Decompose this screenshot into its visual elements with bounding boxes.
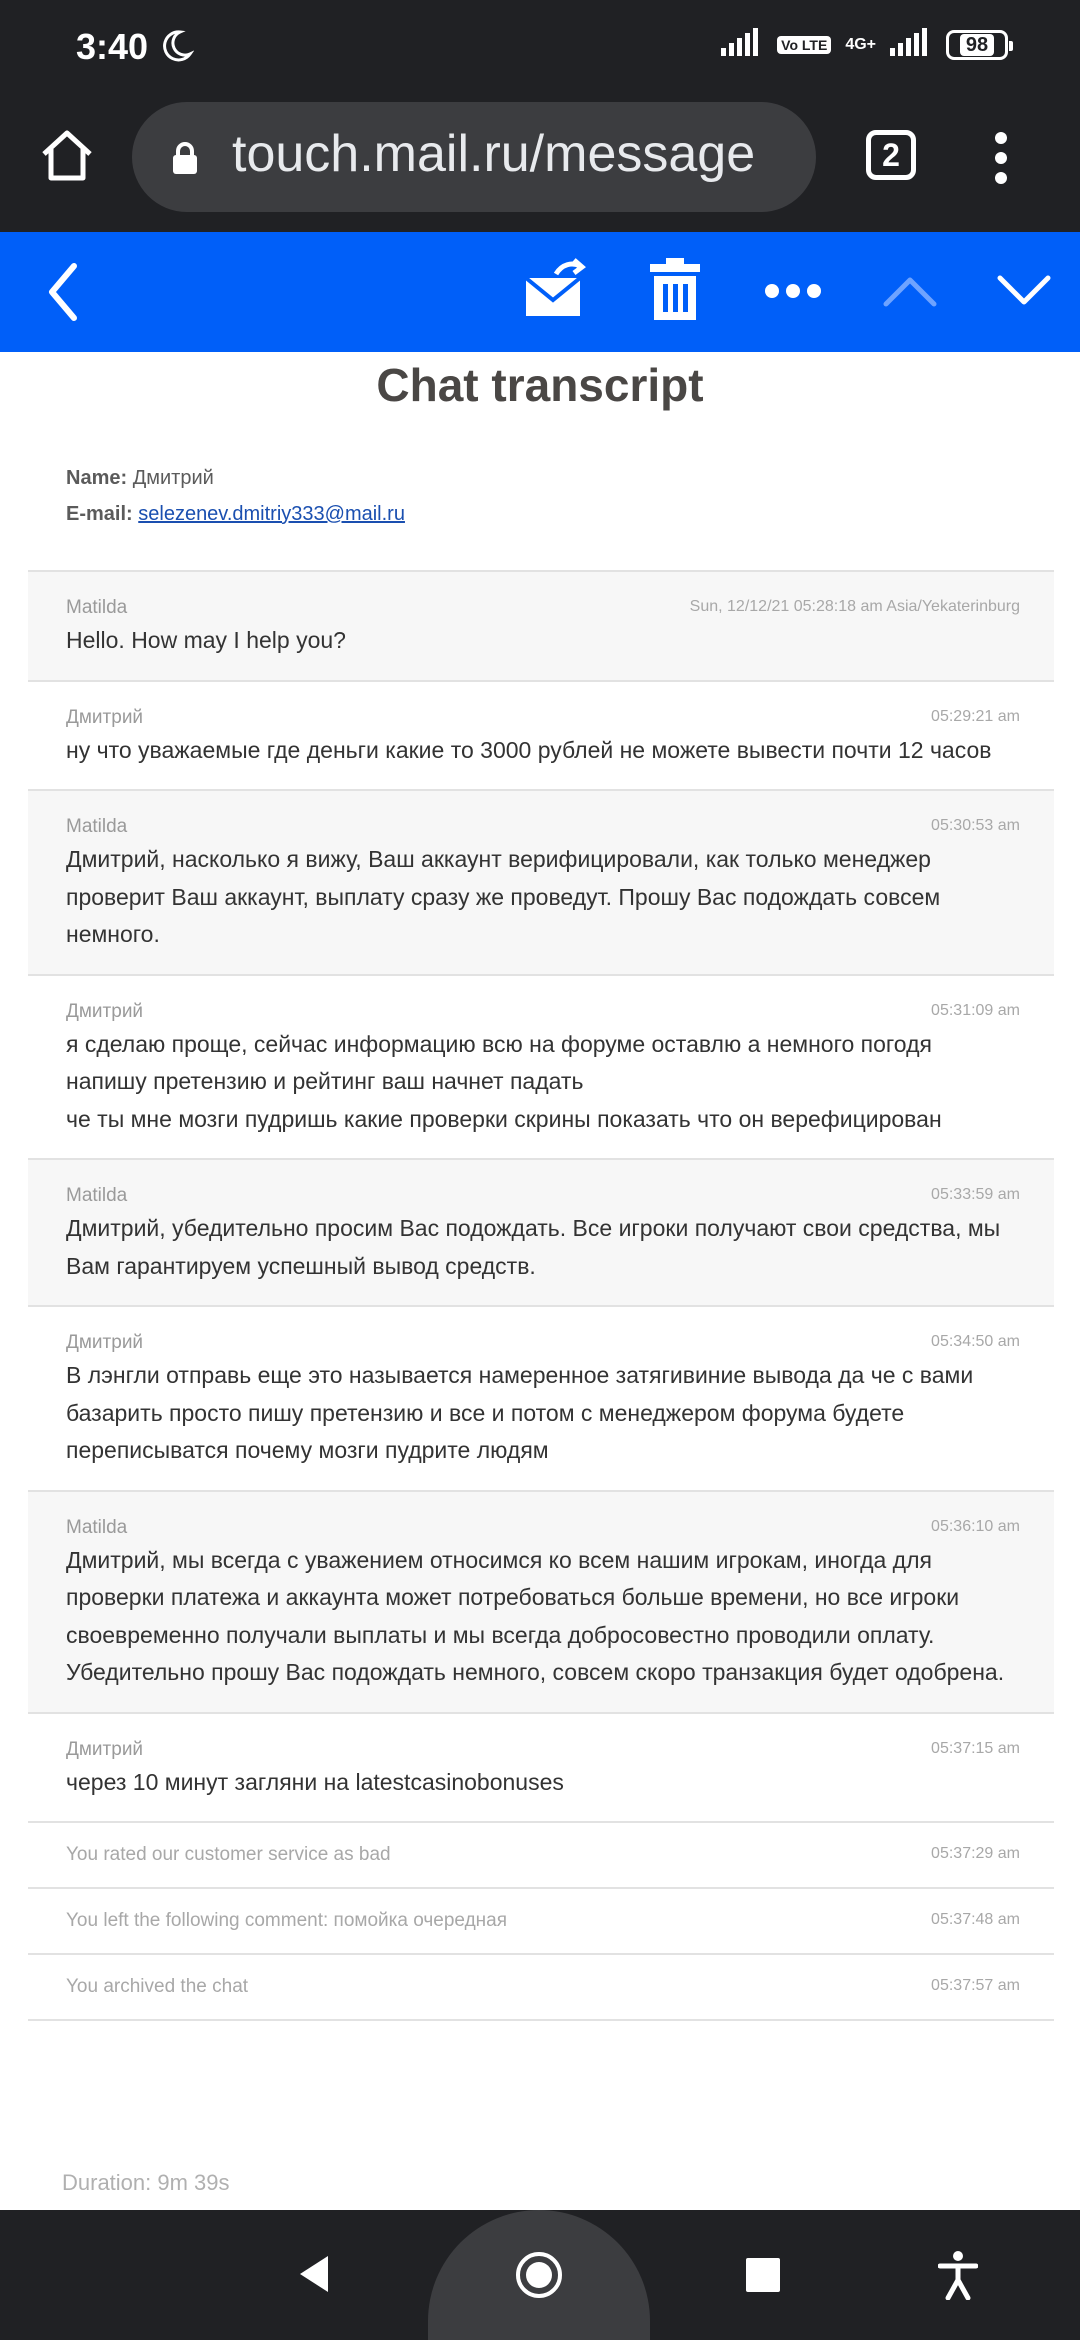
chat-message bbox=[28, 1160, 1054, 1307]
transcript-list bbox=[28, 570, 1054, 2021]
moon-icon bbox=[158, 28, 194, 69]
network-4g-label: 4G+ bbox=[845, 35, 876, 53]
message-time: 05:33:59 am bbox=[931, 1186, 1020, 1203]
status-bar bbox=[0, 0, 1080, 96]
chat-duration: Duration: 9m 39s bbox=[62, 2170, 230, 2195]
message-time: 05:36:10 am bbox=[931, 1517, 1020, 1535]
message-text: Дмитрий, мы всегда с уважением относимся ко всем нашим игрокам, иногда для проверки платежа и аккаунта может потребоваться больше времени, но все игроки своевременно получали выплаты и мы всегда добросовестно проводили оплату. Убедительно прошу Вас подождать немного, совсем скоро транзакция будет одобрена. bbox=[66, 1546, 1005, 1685]
mail-toolbar bbox=[0, 232, 1080, 352]
system-event-time: 05:37:29 am bbox=[931, 1845, 1020, 1862]
mark-unread-icon[interactable] bbox=[522, 258, 586, 327]
status-icons bbox=[721, 28, 1008, 61]
signal-icon-2 bbox=[890, 28, 932, 61]
message-body bbox=[0, 352, 1080, 2210]
name-value: Дмитрий bbox=[132, 467, 214, 489]
status-time: 3:40 bbox=[76, 26, 149, 67]
system-event-time: 05:37:57 am bbox=[931, 1977, 1020, 1994]
signal-icon bbox=[721, 28, 763, 61]
more-vert-icon[interactable] bbox=[986, 126, 1016, 188]
tab-switcher-button[interactable]: 2 bbox=[866, 130, 916, 180]
message-text: Дмитрий, убедительно просим Вас подождать. Все игроки получают свои средства, мы Вам гарантируем успешный вывод средств. bbox=[66, 1215, 1001, 1279]
system-event-time: 05:37:48 am bbox=[931, 1911, 1020, 1928]
system-nav-bar bbox=[0, 2210, 1080, 2340]
browser-toolbar bbox=[0, 96, 1080, 232]
chat-message bbox=[28, 1714, 1054, 1824]
page-title: Chat transcript bbox=[376, 359, 704, 411]
message-time: 05:34:50 am bbox=[931, 1333, 1020, 1350]
back-triangle-icon[interactable] bbox=[296, 2254, 332, 2299]
message-text: В лэнгли отправь еще это называется намеренное затягивиние вывода да че с вами базарить просто пишу претензию и все и потом с менеджером форума будете переписыватся почему мозги пудрите людям bbox=[66, 1362, 974, 1463]
trash-icon[interactable] bbox=[648, 258, 702, 327]
message-text: ну что уважаемые где деньги какие то 3000 рублей не можете вывести почти 12 часов bbox=[66, 736, 992, 763]
system-event bbox=[28, 1889, 1054, 1955]
message-author: Matilda bbox=[66, 1185, 128, 1206]
message-text: Дмитрий, насколько я вижу, Ваш аккаунт верифицировали, как только менеджер проверит Ваш аккаунт, выплату сразу же проведут. Прошу Вас подождать совсем немного. bbox=[66, 846, 941, 947]
chat-message bbox=[28, 1307, 1054, 1492]
email-label: E-mail: bbox=[66, 503, 133, 525]
message-author: Matilda bbox=[66, 597, 128, 618]
message-text: через 10 минут загляни на latestcasinobonuses bbox=[66, 1768, 564, 1795]
name-label: Name: bbox=[66, 467, 128, 489]
chat-message bbox=[28, 572, 1054, 682]
back-icon[interactable] bbox=[44, 260, 84, 329]
chat-message bbox=[28, 791, 1054, 976]
message-author: Дмитрий bbox=[66, 1000, 144, 1022]
battery-indicator bbox=[946, 30, 1008, 60]
message-author: Дмитрий bbox=[66, 1332, 144, 1353]
message-time: Sun, 12/12/21 05:28:18 am Asia/Yekaterinburg bbox=[689, 598, 1020, 615]
recents-square-icon[interactable] bbox=[746, 2258, 780, 2297]
network-4g bbox=[845, 36, 876, 54]
chat-message bbox=[28, 1492, 1054, 1714]
visitor-info bbox=[66, 460, 405, 532]
message-time: 05:31:09 am bbox=[931, 1001, 1020, 1019]
home-circle-icon[interactable] bbox=[514, 2250, 564, 2305]
system-event bbox=[28, 1823, 1054, 1889]
system-event bbox=[28, 1955, 1054, 2021]
url-text: touch.mail.ru/message bbox=[232, 125, 756, 183]
battery-level: 98 bbox=[960, 34, 994, 56]
system-event-text: You left the following comment: помойка очередная bbox=[66, 1910, 507, 1931]
message-author: Matilda bbox=[66, 1516, 128, 1538]
url-bar[interactable] bbox=[132, 102, 816, 212]
chat-message bbox=[28, 682, 1054, 792]
chat-message bbox=[28, 976, 1054, 1161]
more-horiz-icon[interactable] bbox=[764, 282, 822, 305]
chevron-up-icon[interactable] bbox=[882, 274, 938, 313]
email-link[interactable]: selezenev.dmitriy333@mail.ru bbox=[138, 503, 405, 525]
volte-badge: Vo LTE bbox=[777, 36, 831, 54]
message-author: Matilda bbox=[66, 816, 128, 837]
message-text-line2: че ты мне мозги пудришь какие проверки скрины показать что он верефицирован bbox=[66, 1105, 942, 1132]
message-time: 05:37:15 am bbox=[931, 1739, 1020, 1757]
message-text: я сделаю проще, сейчас информацию всю на форуме оставлю а немного погодя напишу претензию и рейтинг ваш начнет падать bbox=[66, 1030, 932, 1094]
message-author: Дмитрий bbox=[66, 706, 144, 728]
message-text: Hello. How may I help you? bbox=[66, 627, 346, 653]
lock-icon bbox=[170, 142, 200, 181]
system-event-text: You rated our customer service as bad bbox=[66, 1844, 391, 1865]
message-time: 05:30:53 am bbox=[931, 817, 1020, 834]
message-time: 05:29:21 am bbox=[931, 707, 1020, 725]
system-event-text: You archived the chat bbox=[66, 1976, 249, 1997]
home-icon[interactable] bbox=[36, 124, 98, 186]
message-author: Дмитрий bbox=[66, 1738, 144, 1760]
accessibility-icon[interactable] bbox=[938, 2250, 978, 2305]
chevron-down-icon[interactable] bbox=[996, 274, 1052, 313]
